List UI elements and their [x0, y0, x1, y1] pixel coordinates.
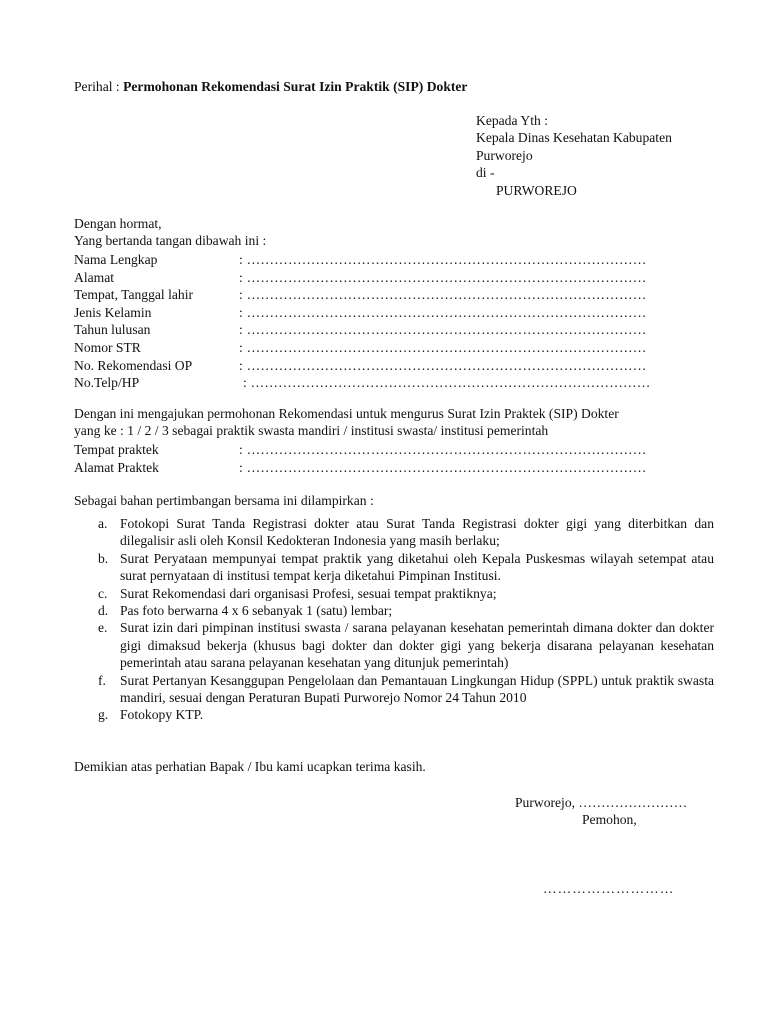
field-row: [74, 459, 704, 477]
field-label: Nomor STR: [74, 339, 141, 355]
greeting-intro: Yang bertanda tangan dibawah ini :: [74, 233, 267, 249]
field-value-blank[interactable]: : ……………………………………………………………………………: [239, 459, 647, 475]
applicant-label: Pemohon,: [582, 812, 637, 827]
recipient-block: [476, 112, 672, 199]
list-item-text: Surat Peryataan mempunyai tempat praktik yang diketahui oleh Kepala Puskesmas wilayah setempat atau surat pernyataan di institusi tempat kerja diketahui Pimpinan Institusi.: [120, 550, 714, 584]
salutation: Dengan hormat,: [74, 216, 162, 231]
field-value-blank[interactable]: : ……………………………………………………………………………: [239, 442, 647, 457]
field-value-blank[interactable]: : ……………………………………………………………………………: [243, 375, 651, 391]
recipient-line: Purworejo: [476, 147, 533, 163]
subject-title: Permohonan Rekomendasi Surat Izin Praktik (SIP) Dokter: [123, 79, 468, 94]
field-value-blank[interactable]: : ……………………………………………………………………………: [239, 287, 647, 303]
applicant-fields: [74, 251, 704, 392]
field-label: No.Telp/HP: [74, 375, 140, 391]
list-marker: b.: [98, 550, 109, 566]
list-item-text: Surat izin dari pimpinan institusi swasta / sarana pelayanan kesehatan pemerintah dimana dokter dan dokter gigi dimaksud bekerja (khusus bagi dokter dan dokter gigi yang bekerja disarana pelayanan kesehatan pemerintah atau sarana pelayanan kesehatan yang ditunjuk pemerintah): [120, 620, 714, 671]
field-row: [74, 286, 704, 304]
attachments-list: [74, 515, 714, 724]
list-marker: e.: [98, 620, 108, 636]
field-value-blank[interactable]: : ……………………………………………………………………………: [239, 269, 647, 285]
closing-sentence: Demikian atas perhatian Bapak / Ibu kami ucapkan terima kasih.: [74, 759, 426, 774]
field-label: Tahun lulusan: [74, 322, 151, 338]
list-item-text: Surat Pertanyan Kesanggupan Pengelolaan dan Pemantauan Lingkungan Hidup (SPPL) untuk praktik swasta mandiri, sesuai dengan Peraturan Bupati Purworejo Nomor 24 Tahun 2010: [120, 672, 714, 706]
field-value-blank[interactable]: : ……………………………………………………………………………: [239, 252, 647, 267]
list-item-text: Surat Rekomendasi dari organisasi Profesi, sesuai tempat praktiknya;: [120, 585, 497, 601]
list-item-text: Pas foto berwarna 4 x 6 sebanyak 1 (satu) lembar;: [120, 603, 393, 619]
list-item: [74, 550, 714, 585]
place-date[interactable]: Purworejo, ……………………: [515, 795, 688, 810]
greeting-block: [74, 215, 266, 250]
list-item-text: Fotokopy KTP.: [120, 707, 204, 723]
list-item: [74, 619, 714, 671]
attachments-intro: Sebagai bahan pertimbangan bersama ini dilampirkan :: [74, 493, 374, 508]
recipient-line: PURWOREJO: [496, 182, 577, 198]
list-marker: d.: [98, 603, 109, 619]
request-line: Dengan ini mengajukan permohonan Rekomendasi untuk mengurus Surat Izin Praktek (SIP) Dokter: [74, 406, 619, 421]
field-value-blank[interactable]: : ……………………………………………………………………………: [239, 304, 647, 320]
field-row: [74, 374, 704, 392]
list-item: [74, 672, 714, 707]
list-item: [74, 585, 714, 602]
field-label: No. Rekomendasi OP: [74, 357, 193, 373]
field-value-blank[interactable]: : ……………………………………………………………………………: [239, 339, 647, 355]
request-line: yang ke : 1 / 2 / 3 sebagai praktik swasta mandiri / institusi swasta/ institusi pemerintah: [74, 423, 549, 439]
request-paragraph: [74, 405, 619, 440]
list-item: [74, 515, 714, 550]
field-row: [74, 441, 704, 459]
field-label: Nama Lengkap: [74, 252, 158, 267]
field-value-blank[interactable]: : ……………………………………………………………………………: [239, 322, 647, 338]
field-row: [74, 339, 704, 357]
subject-prefix: Perihal :: [74, 79, 124, 94]
list-item: [74, 602, 714, 619]
field-row: [74, 321, 704, 339]
list-marker: g.: [98, 707, 109, 723]
field-row: [74, 304, 704, 322]
field-row: [74, 251, 704, 269]
field-label: Alamat: [74, 269, 115, 285]
list-marker: c.: [98, 585, 108, 601]
signature-line[interactable]: ………………………: [543, 881, 675, 896]
field-label: Tempat praktek: [74, 442, 159, 457]
list-item: [74, 706, 714, 723]
field-label: Alamat Praktek: [74, 459, 159, 475]
recipient-line: di -: [476, 165, 495, 181]
list-marker: f.: [98, 672, 106, 688]
field-row: [74, 269, 704, 287]
field-label: Jenis Kelamin: [74, 304, 152, 320]
practice-fields: [74, 441, 704, 476]
recipient-line: Kepada Yth :: [476, 113, 548, 128]
field-value-blank[interactable]: : ……………………………………………………………………………: [239, 357, 647, 373]
field-label: Tempat, Tanggal lahir: [74, 287, 194, 303]
subject-line: [74, 78, 467, 95]
field-row: [74, 357, 704, 375]
list-item-text: Fotokopi Surat Tanda Registrasi dokter atau Surat Tanda Registrasi dokter gigi yang diterbitkan dan dilegalisir asli oleh Konsil Kedokteran Indonesia yang masih berlaku;: [120, 516, 714, 549]
recipient-line: Kepala Dinas Kesehatan Kabupaten: [476, 130, 672, 146]
list-marker: a.: [98, 516, 108, 531]
